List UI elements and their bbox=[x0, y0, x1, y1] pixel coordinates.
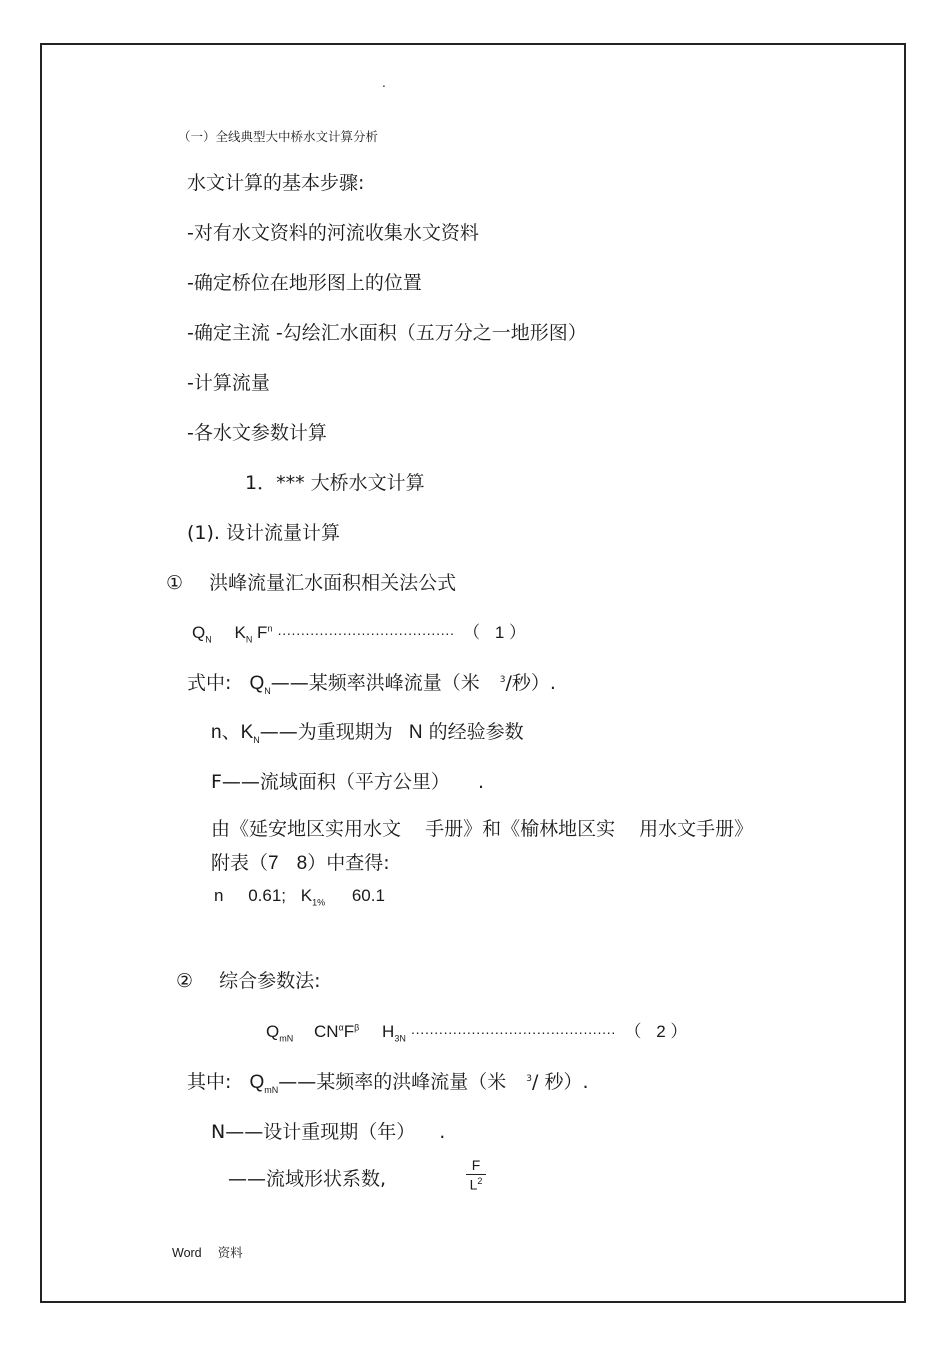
parameter-values: n 0.61; $K_{1\%}$ 60.1 bbox=[214, 886, 385, 908]
steps-title: 水文计算的基本步骤: bbox=[187, 172, 365, 194]
subsection-title: (1). 设计流量计算 bbox=[187, 522, 340, 544]
step-item: -确定主流 -勾绘汇水面积（五万分之一地形图） bbox=[187, 322, 587, 344]
method2-heading bbox=[176, 966, 321, 993]
where2-q-line: 其中: $Q_{mN}——$某频率的洪峰流量（米 $^3$/ 秒）. bbox=[187, 1071, 589, 1095]
fraction-denominator: L bbox=[469, 1176, 478, 1193]
source-line-1: 由《延安地区实用水文 手册》和《榆林地区实 用水文手册》 bbox=[211, 818, 754, 840]
where1-q-line: 式中: $Q_N——$某频率洪峰流量（米 $^3$/秒）. bbox=[187, 672, 556, 696]
method1-title: 洪峰流量汇水面积相关法公式 bbox=[209, 572, 457, 594]
top-dot: . bbox=[382, 76, 386, 90]
method1-marker: ① bbox=[166, 572, 184, 594]
step-item: -确定桥位在地形图上的位置 bbox=[187, 272, 422, 294]
formula-1-leader: ······································ bbox=[277, 625, 455, 641]
step-item: -各水文参数计算 bbox=[187, 422, 327, 444]
footer: Word 资料 bbox=[172, 1245, 243, 1260]
formula-2: $Q_{mN}$ $CN^\alpha F^\beta$ $H_{3N}$ ············································ （ 2 ） bbox=[266, 1022, 688, 1044]
formula-2-leader: ············································ bbox=[410, 1024, 616, 1040]
formula-2-number: 2 bbox=[656, 1022, 666, 1041]
shape-fraction: $\frac{F}{L^2}$ bbox=[466, 1157, 486, 1193]
step-item: -计算流量 bbox=[187, 372, 270, 394]
method2-marker: ② bbox=[176, 970, 194, 992]
method2-title: 综合参数法: bbox=[219, 970, 321, 992]
source-line-2: 附表（7 8）中查得: bbox=[211, 852, 390, 874]
where2-shape-line: ——流域形状系数, bbox=[228, 1168, 387, 1190]
fraction-numerator: F bbox=[466, 1157, 486, 1175]
method1-heading bbox=[166, 568, 456, 595]
section-title: 1．*** 大桥水文计算 bbox=[245, 472, 425, 494]
formula-1: $Q_N$ $K_N$ $F^n$ ······································ （ 1 ） bbox=[192, 623, 527, 645]
where1-nk-line: n、$K_N——$为重现期为 N 的经验参数 bbox=[211, 721, 524, 745]
step-item: -对有水文资料的河流收集水文资料 bbox=[187, 222, 479, 244]
formula-1-number: 1 bbox=[494, 623, 505, 642]
where2-n-line: N——设计重现期（年） . bbox=[211, 1121, 446, 1143]
page-heading: （一）全线典型大中桥水文计算分析 bbox=[178, 129, 379, 144]
where1-f-line: F——流域面积（平方公里） . bbox=[211, 771, 485, 793]
